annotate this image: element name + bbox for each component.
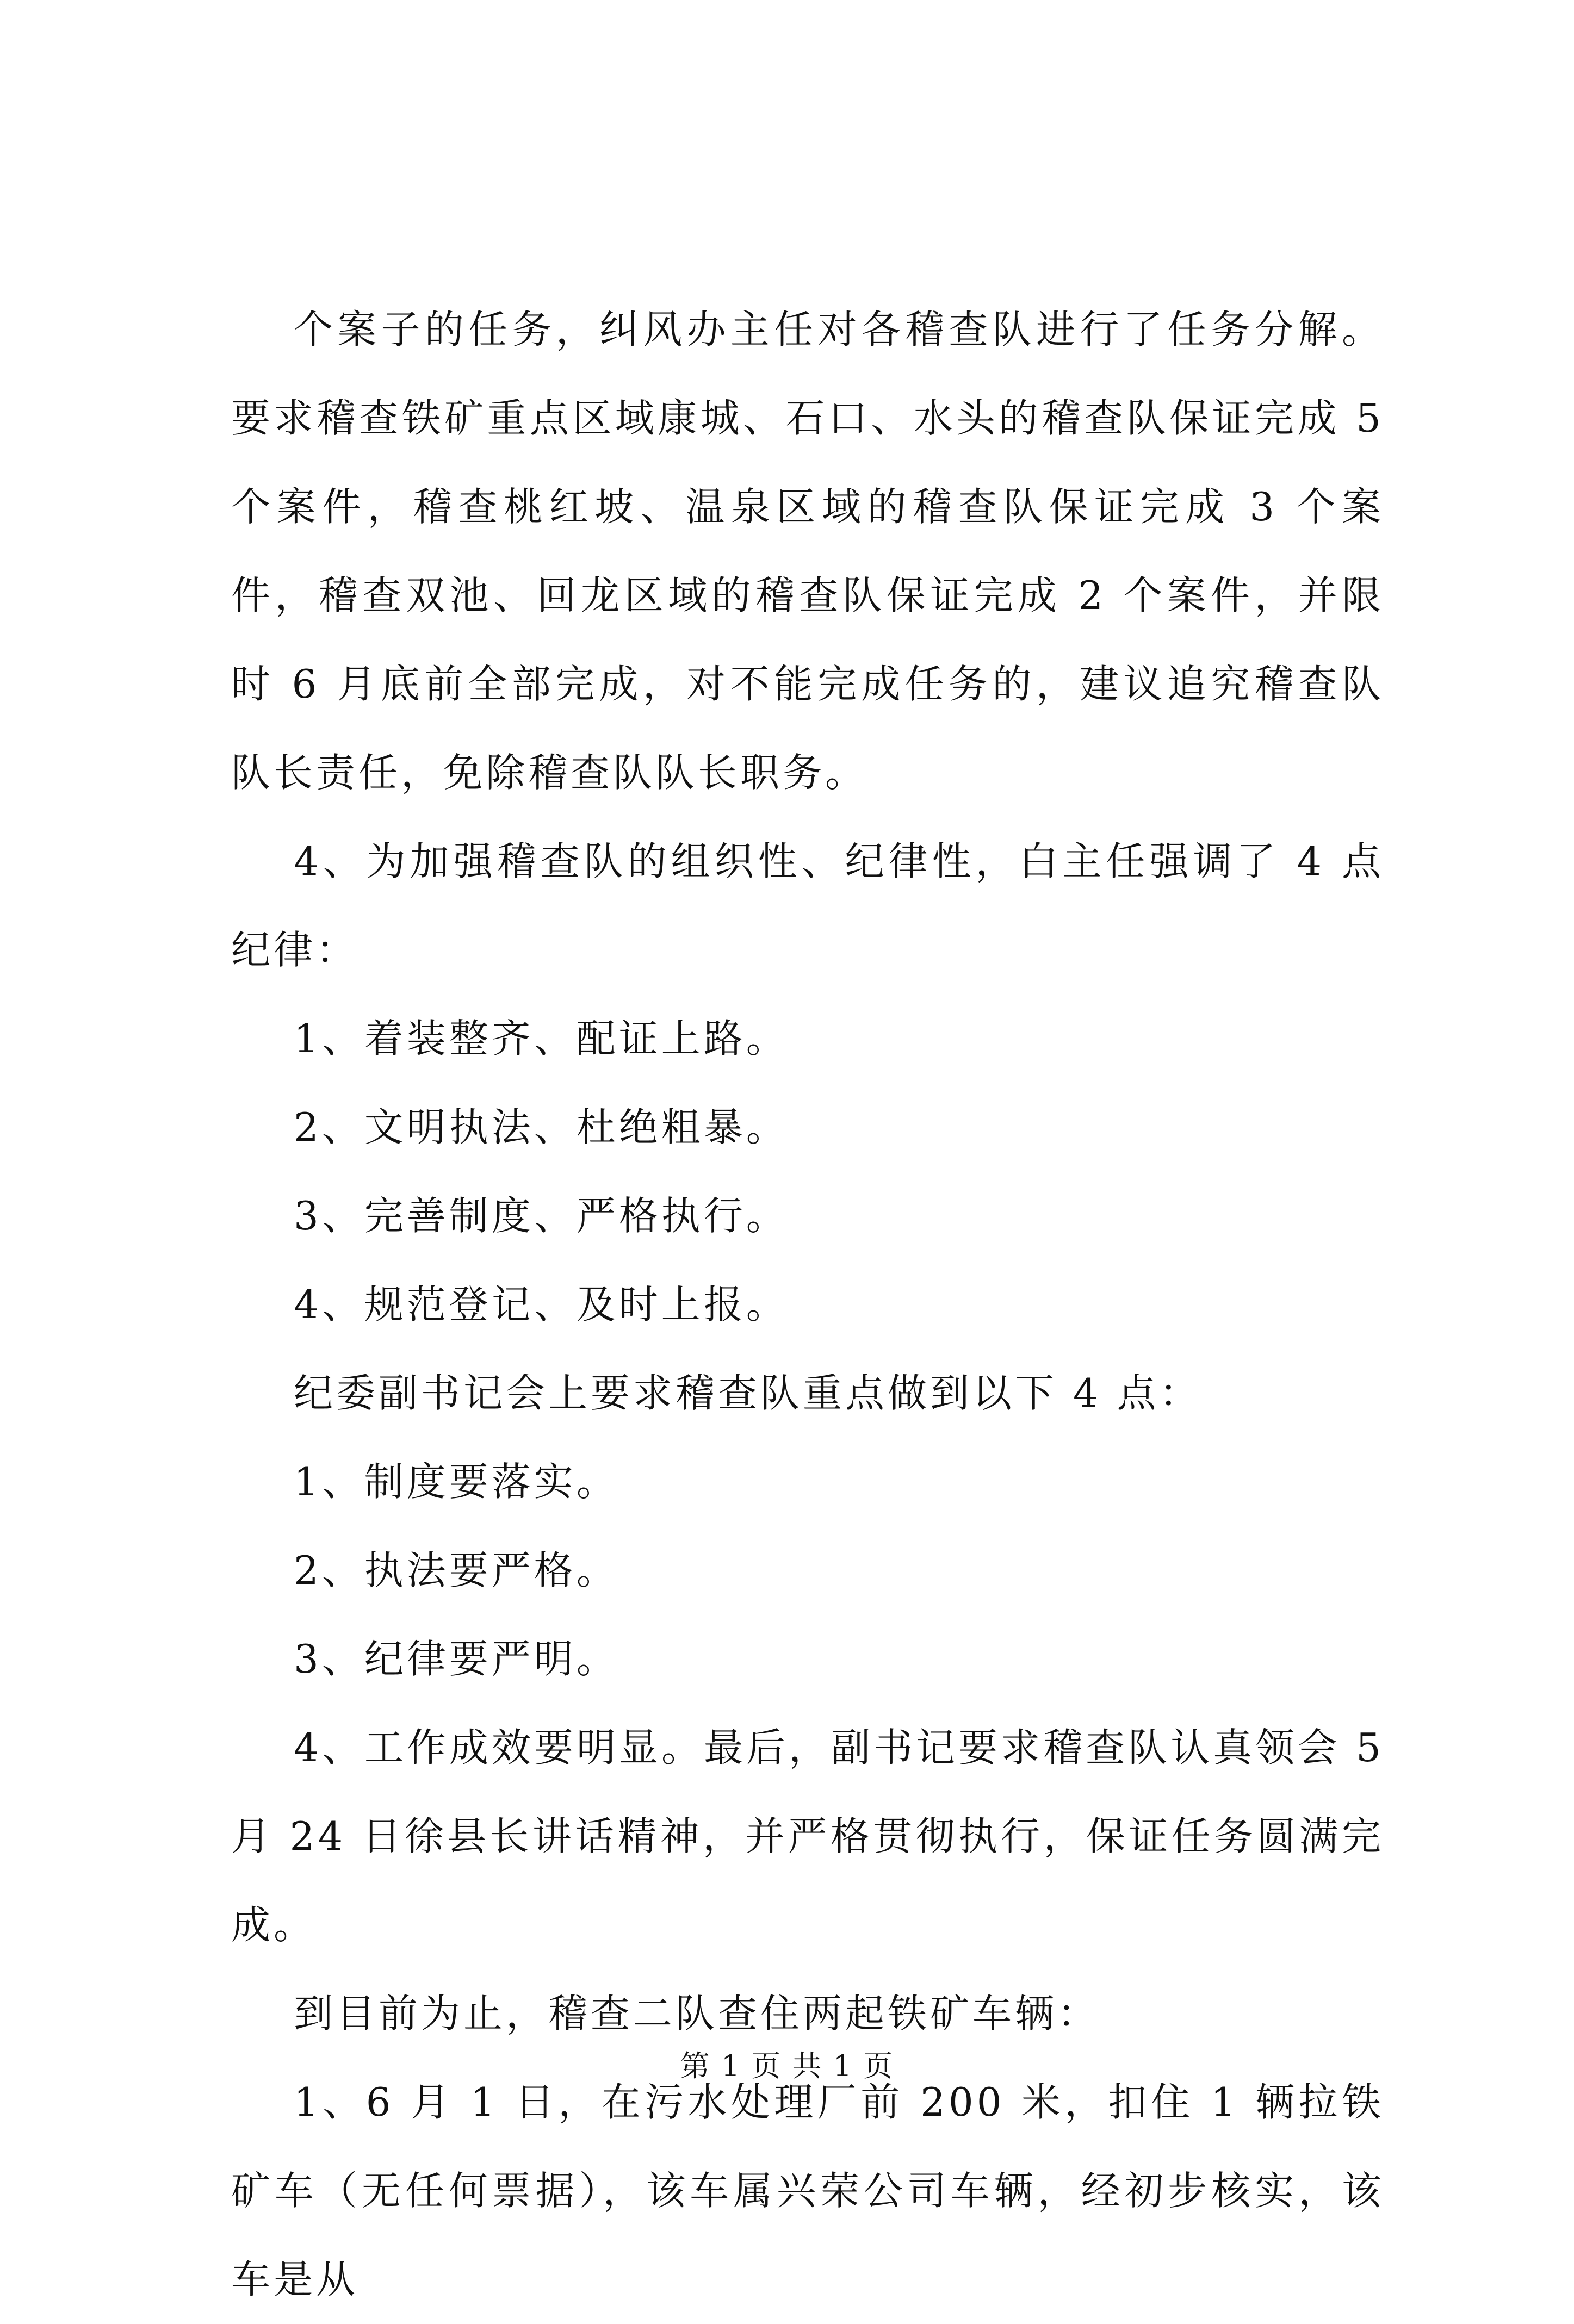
list-item: 4、规范登记、及时上报。 <box>294 1282 789 1327</box>
paragraph: 纪委副书记会上要求稽查队重点做到以下 4 点： <box>294 1370 1202 1416</box>
list-item: 2、执法要严格。 <box>294 1548 619 1593</box>
list-item: 4、工作成效要明显。最后，副书记要求稽查队认真领会 5 月 24 日徐县长讲话精神，并严格贯彻执行，保证任务圆满完成。 <box>231 1725 1384 1948</box>
paragraph: 个案子的任务，纠风办主任对各稽查队进行了任务分解。要求稽查铁矿重点区域康城、石口、水头的稽查队保证完成 5 个案件，稽查桃红坡、温泉区域的稽查队保证完成 3 个案件，稽查双池、回龙区域的稽查队保证完成 2 个案件，并限时 6 月底前全部完成，对不能完成任务的，建议追究稽查队队长责任，免除稽查队队长职务。 <box>231 307 1384 796</box>
list-item: 1、着装整齐、配证上路。 <box>294 1016 789 1061</box>
paragraph: 到目前为止，稽查二队查住两起铁矿车辆： <box>294 1991 1100 2036</box>
list-item: 3、完善制度、严格执行。 <box>294 1193 789 1239</box>
list-item: 2、文明执法、杜绝粗暴。 <box>294 1104 789 1150</box>
list-item: 1、6 月 1 日，在污水处理厂前 200 米，扣住 1 辆拉铁矿车（无任何票据），该车属兴荣公司车辆，经初步核实，该车是从 <box>231 2079 1384 2302</box>
list-item: 1、制度要落实。 <box>294 1459 619 1505</box>
list-item: 3、纪律要严明。 <box>294 1636 619 1682</box>
document-body <box>231 285 1384 2324</box>
page-footer: 第 1 页 共 1 页 <box>680 2049 894 2083</box>
paragraph: 4、为加强稽查队的组织性、纪律性，白主任强调了 4 点纪律： <box>231 838 1384 973</box>
